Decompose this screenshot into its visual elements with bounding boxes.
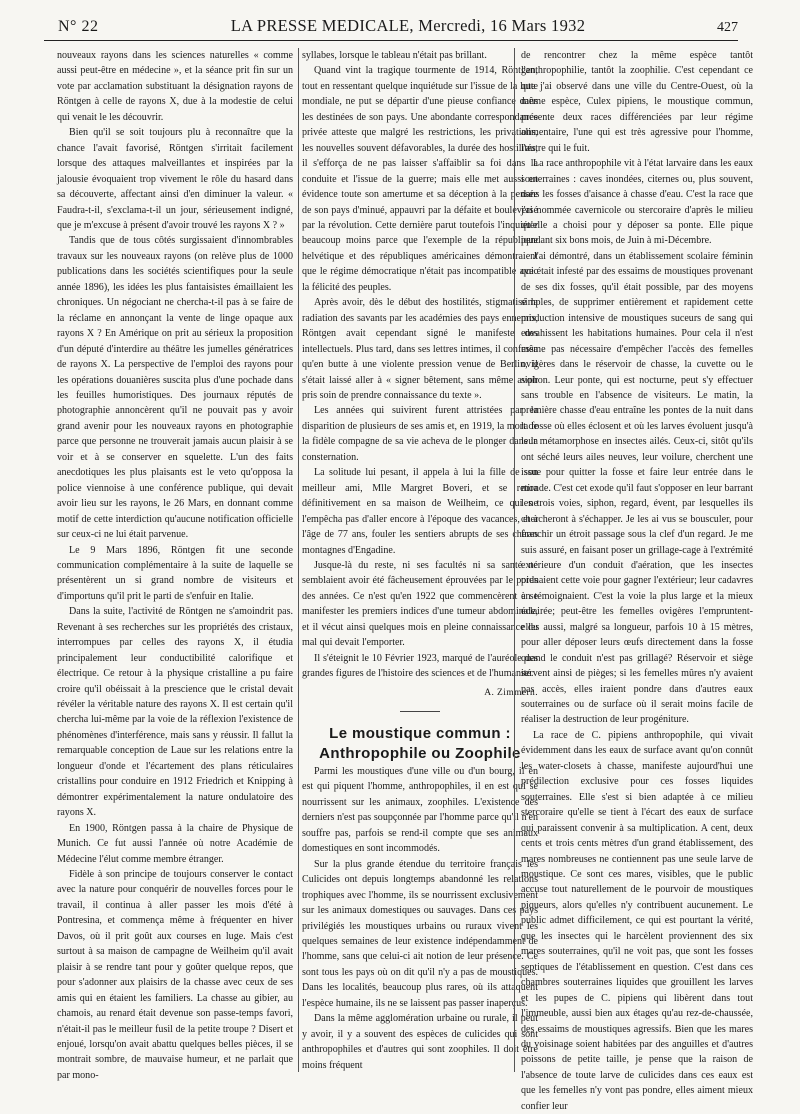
paragraph: Après avoir, dès le début des hostilités, stigmatisé la radiation des savants par les académies des pays ennemis, Röntgen avait cependant signé le manifeste des intellectuels. Plus tard, dans ses lettres intimes, il confessa qu'en butte à une violente pression venue de Berlin, il s'était laissé aller à « signer bêtement, sans même avoir pris soin de prendre connaissance du texte ». bbox=[302, 297, 538, 401]
paragraph: de rencontrer chez la même espèce tantôt l'anthropophilie, tantôt la zoophilie. C'est cependant ce que j'ai observé dans une ville du Centre-Ouest, où la même espèce, Culex pipiens, le moustique commun, présente deux races différenciées par leur régime alimentaire, l'une qui est très agressive pour l'homme, l'autre qui le fuit. bbox=[521, 50, 753, 154]
paragraph: La race anthropophile vit à l'état larvaire dans les eaux souterraines : caves inondées, citernes ou, plus souvent, dans les fosses d'aisance à chasse d'eau. C'est la race que j'ai nommée cavernicole ou stercoraire d'après le milieu qu'elle a choisi pour y déposer sa ponte. Elle pique pendant six bons mois, de Juin à mi-Décembre. bbox=[521, 158, 753, 247]
paragraph: Tandis que de tous côtés surgissaient d'innombrables travaux sur les nouveaux rayons (on relève plus de 1000 publications dans les sociétés scientifiques pour la seule année 1896), les idées les plus fantaisistes émaillaient les chroniques. Un négociant ne chercha-t-il pas à se faire de la réclame en annonçant la vente de linge opaque aux rayons X ? En Amérique on prit au sérieux la proposition d'un député d'interdire au théâtre les jumelles génératrices de rayons X. La perspective de l'emploi des rayons pour les opérations douanières suscita plus d'une pochade dans les feuilles humoristiques. Des journaux réputés de photographie annoncèrent qu'il ne pouvait pas y avoir grand avenir pour les nouveaux rayons en photographie parce que personne ne trouverait jamais aucun plaisir à se voir et à se conserver en squelette. L'un des faits anecdotiques les plus plaisants est le veto qu'opposa la police viennoise à une conférence publique, qui devait avoir lieu sur les rayons, le 26 Mars, en donnant comme motif de cette interdiction qu'aucune notification officielle sur ceux-ci ne lui était parvenue. bbox=[57, 235, 293, 541]
paragraph: Sur la plus grande étendue du territoire français les Culicides ont depuis longtemps abandonné les relations trophiques avec l'homme, ils se nourrissent exclusivement sur les animaux domestiques ou sauvages. Dans ces pays privilégiés les moustiques urbains ou ruraux vivent les quelques semaines de leur existence indépendamment de l'homme, sans que celui-ci ait notion de leur présence. Ce sont tous les pays où on dit qu'il n'y a pas de moustiques. Dans les localités, beaucoup plus rares, où ils attaquent l'espèce humaine, ils ne se laissent pas passer inaperçus. bbox=[302, 858, 538, 1009]
header-rule bbox=[44, 40, 738, 41]
page-number: 427 bbox=[717, 20, 738, 35]
paragraph: Quand vint la tragique tourmente de 1914, Röntgen, tout en ressentant quelque inquiétude sur l'issue de la lutte mondiale, ne put se départir d'une pieuse confiance dans les destinées de son pays. Une abondante correspondance privée atteste que malgré les restrictions, les privations, les nouvelles souvent défavorables, la durée des hostilités, il s'efforça de ne pas laisser s'affaiblir sa foi dans la conduite et l'issue de la guerre; mais elle met aussi en évidence toute son amertume et sa déception à la pensée de son pays d'minué, appauvri par la défaite et bouleversé par la révolution. Cette dernière parut toutefois l'inquiéter beaucoup moins parce que l'exemple de la république helvétique et des républiques américaines démontraient que le régime démocratique n'était pas incompatible avec la félicité des peuples. bbox=[302, 65, 538, 293]
paragraph: Le 9 Mars 1896, Röntgen fit une seconde communication complémentaire à la suite de laquelle se présentèrent un si grand nombre de visiteurs et d'importuns qu'il prit le parti de s'enfuir en Italie. bbox=[57, 544, 293, 602]
masthead-title: LA PRESSE MEDICALE, Mercredi, 16 Mars 1932 bbox=[230, 16, 586, 35]
paragraph: Les années qui suivirent furent attristées par la disparition de plusieurs de ses amis et, en 1919, la mort de la fidèle compagne de sa vie acheva de le plonger dans la consternation. bbox=[302, 405, 538, 463]
column-separator bbox=[514, 48, 515, 1072]
paragraph: Parmi les moustiques d'une ville ou d'un bourg, il en est qui piquent l'homme, anthropophiles, il en est qui se nourrissent sur les animaux, zoophiles. L'existence des derniers n'est pas soupçonnée par l'homme parce qu'il n'en souffre pas, parfois se rend-il compte que ses animaux domestiques en sont incommodés. bbox=[302, 766, 538, 855]
paragraph: Jusque-là du reste, ni ses facultés ni sa santé ne semblaient avoir été fâcheusement éprouvées par le poids des années. Ce n'est qu'en 1922 que commencèrent à se manifester les premiers indices d'une tumeur abdominale, et il vécut ainsi quelques mois en pleine connaissance du mal qui devait l'emporter. bbox=[302, 559, 538, 649]
article-title: Le moustique commun : Anthropophile ou Zoophile bbox=[319, 725, 521, 763]
page-header bbox=[58, 16, 738, 38]
paragraph: Il s'éteignit le 10 Février 1923, marqué de l'auréole des grandes figures de l'histoire des sciences et de l'humanité. bbox=[302, 652, 538, 680]
column-2 bbox=[302, 48, 538, 1072]
paragraph: Bien qu'il se soit toujours plu à reconnaître que la chance l'avait favorisé, Röntgen s'irritait facilement lorsque des attaques malveillantes et inspirées par la jalousie évoquaient trop vivement le rôle du hasard dans sa découverte, affectant ainsi d'en diminuer la valeur. « Faudra-t-il, s'exclama-t-il un jour, sérieusement indigné, que je m'excuse à présent d'avoir trouvé les rayons X ? » bbox=[57, 127, 293, 231]
paragraph: En 1900, Röntgen passa à la chaire de Physique de Munich. Ce fut aussi l'année où notre Académie de Médecine l'élut comme membre étranger. bbox=[57, 822, 293, 865]
paragraph: nouveaux rayons dans les sciences naturelles « comme aussi peut-être en médecine », et la séance prit fin sur un vote par acclamation substituant la désignation rayons de Röntgen à celle de rayons X, due à la modestie de celui qui venait le les découvrir. bbox=[57, 50, 293, 123]
column-3 bbox=[521, 48, 753, 1112]
paragraph: Dans la même agglomération urbaine ou rurale, il peut y avoir, il y a souvent des espèces de culicides qui sont anthropophiles et d'autres qui sont zoophiles. Il doit être moins fréquent bbox=[302, 1013, 538, 1071]
column-separator bbox=[298, 48, 299, 1072]
paragraph: Dans la suite, l'activité de Röntgen ne s'amoindrit pas. Revenant à ses recherches sur les propriétés des cristaux, interrompues par celles des rayons X, il étudia principalement leur conductibilité calorifique et électrique. Ce retour à la physique cristalline a pu faire croire qu'il obéissait à la prescience que le cristal devait révéler la véritable nature des rayons X. Il est certain qu'il chercha lui-même par la voie de la réflexion l'existence de phénomènes d'interférence, mais sans y réussir. Il fallut la remarquable conception de Laue sur les relations entre la longueur d'onde et l'écartement des plans réticulaires cristallins pour conduire en 1912 Friedrich et Knipping à démontrer expérimentalement la nature ondulatoire des rayons X. bbox=[57, 606, 293, 819]
column-1 bbox=[57, 48, 293, 1081]
issue-number: N° 22 bbox=[58, 18, 99, 35]
paragraph: J'ai démontré, dans un établissement scolaire féminin qui était infesté par des essaims de moustiques provenant de ses dix fosses, qu'il était possible, par des moyens simples, de supprimer entièrement et rapidement cette production intensive de moustiques suceurs de sang qui envahissent les habitations humaines. Pour cela il n'est même pas nécessaire d'empêcher l'accès des femelles ovigères dans le réservoir de chasse, la cuvette ou le siphon. Leur ponte, qui est nocturne, peut s'y effectuer sans trouble en l'absence de visiteurs. Le matin, la première chasse d'eau entraîne les pontes de la nuit dans la fosse où elles éclosent et où les larves évoluent jusqu'à leur métamorphose en insectes ailés. Ceux-ci, sitôt qu'ils ont séché leurs ailes neuves, leur voilure, cherchent une issue pour quitter la fosse et faire leur entrée dans le monde. C'est cet exode qu'il faut s'opposer en leur barrant les trois voies, siphon, regard, évent, par lesquelles ils chercheront à s'échapper. Je les ai vus se bousculer, pour franchir un étroit passage sous la clef d'un regard. Je me suis assuré, en faisant poser un grillage-cage à l'extrémité extérieure d'un conduit d'aération, que les insectes prenaient cette voie pour gagner l'extérieur; leur cadavres en témoignaient. C'est la voie la plus large et la mieux éclairée; peut-être les femelles ovigères l'empruntent-elles aussi, malgré sa longueur, parfois 10 à 15 mètres, pour aller déposer leurs œufs directement dans la fosse quand le conduit n'est pas grillagé? Réservoir et siège servent ainsi de pièges; si les femelles mûres n'y avaient pas accès, elles iraient pondre dans d'autres eaux souterraines ou de surface où il serait moins facile de réaliser la destruction de leur progéniture. bbox=[521, 250, 753, 726]
author-signature: A. Zimmern. bbox=[484, 687, 538, 698]
paragraph: La race de C. pipiens anthropophile, qui vivait évidemment dans les eaux de surface avant qu'on connût les water-closets à chasse, manifeste aujourd'hui une prédilection exclusive pour ces fosses liquides souterraines. Elle s'est si bien adaptée à ce milieu stercoraire qu'elle se tient à l'écart des eaux de surface qui paraissent convenir à sa multiplication. A cent, deux cents et trois cents mètres d'un grand établissement, des mares nombreuses ne contiennent pas une seule larve de moustique. Ce sont ces mares, visibles, que le public accuse tout naturellement de le pourvoir de moustiques piqueurs, alors qu'elles n'y contribuent aucunement. Le public admet difficilement, ce qui est pourtant la vérité, que les insectes qui le harcèlent proviennent des six mares souterraines, qu'il ne voit pas, que sont les fosses septiques de l'établissement en question. C'est dans ces chambres souterraines liquides que grouillent les larves et les pupes de C. pipiens qui libèrent dans tout l'immeuble, aussi bien aux étages qu'au rez-de-chaussée, des essaims de moustiques agressifs. Bien que les mares du voisinage soient habitées par des anguilles et d'autres poissons de petite taille, je pense que la raison de l'absence de toute larve de culicides dans ces eaux est que les femelles n'y vont pas pondre, elles aiment mieux confier leur bbox=[521, 729, 753, 1112]
paragraph: La solitude lui pesant, il appela à lui la fille de son meilleur ami, Mlle Margret Boveri, et se retira définitivement en sa maison de Weilheim, ce qui ne l'empêcha pas d'aller encore à l'époque des vacances, et à l'âge de 77 ans, fouler les sentiers abrupts de ses chères montagnes d'Engadine. bbox=[302, 467, 538, 556]
paragraph: Fidèle à son principe de toujours conserver le contact avec la nature pour conquérir de nouvelles forces pour le travail, il continua à aller passer les mois d'été à Pontresina, et commença même à fréquenter en hiver Davos, où il prit goût aux courses en luge. Mais c'est surtout à sa maison de campagne de Weilheim qu'il avait plaisir à se rendre tant pour y goûter quelque repos, que pour s'adonner aux plaisirs de la chasse avec ceux de ses amis qui en étaient les familiers. La chasse au gibier, au chamois, au renard était devenue son passe-temps favori, n'était-il pas le meilleur fusil de la petite troupe ? Disert et enjoué, lorsqu'on avait abattu quelques belles pièces, il se montrait sombre, de mauvaise humeur, et ne parlait que par mono- bbox=[57, 869, 293, 1081]
paragraph: syllabes, lorsque le tableau n'était pas brillant. bbox=[302, 50, 487, 61]
article-divider bbox=[400, 711, 440, 712]
